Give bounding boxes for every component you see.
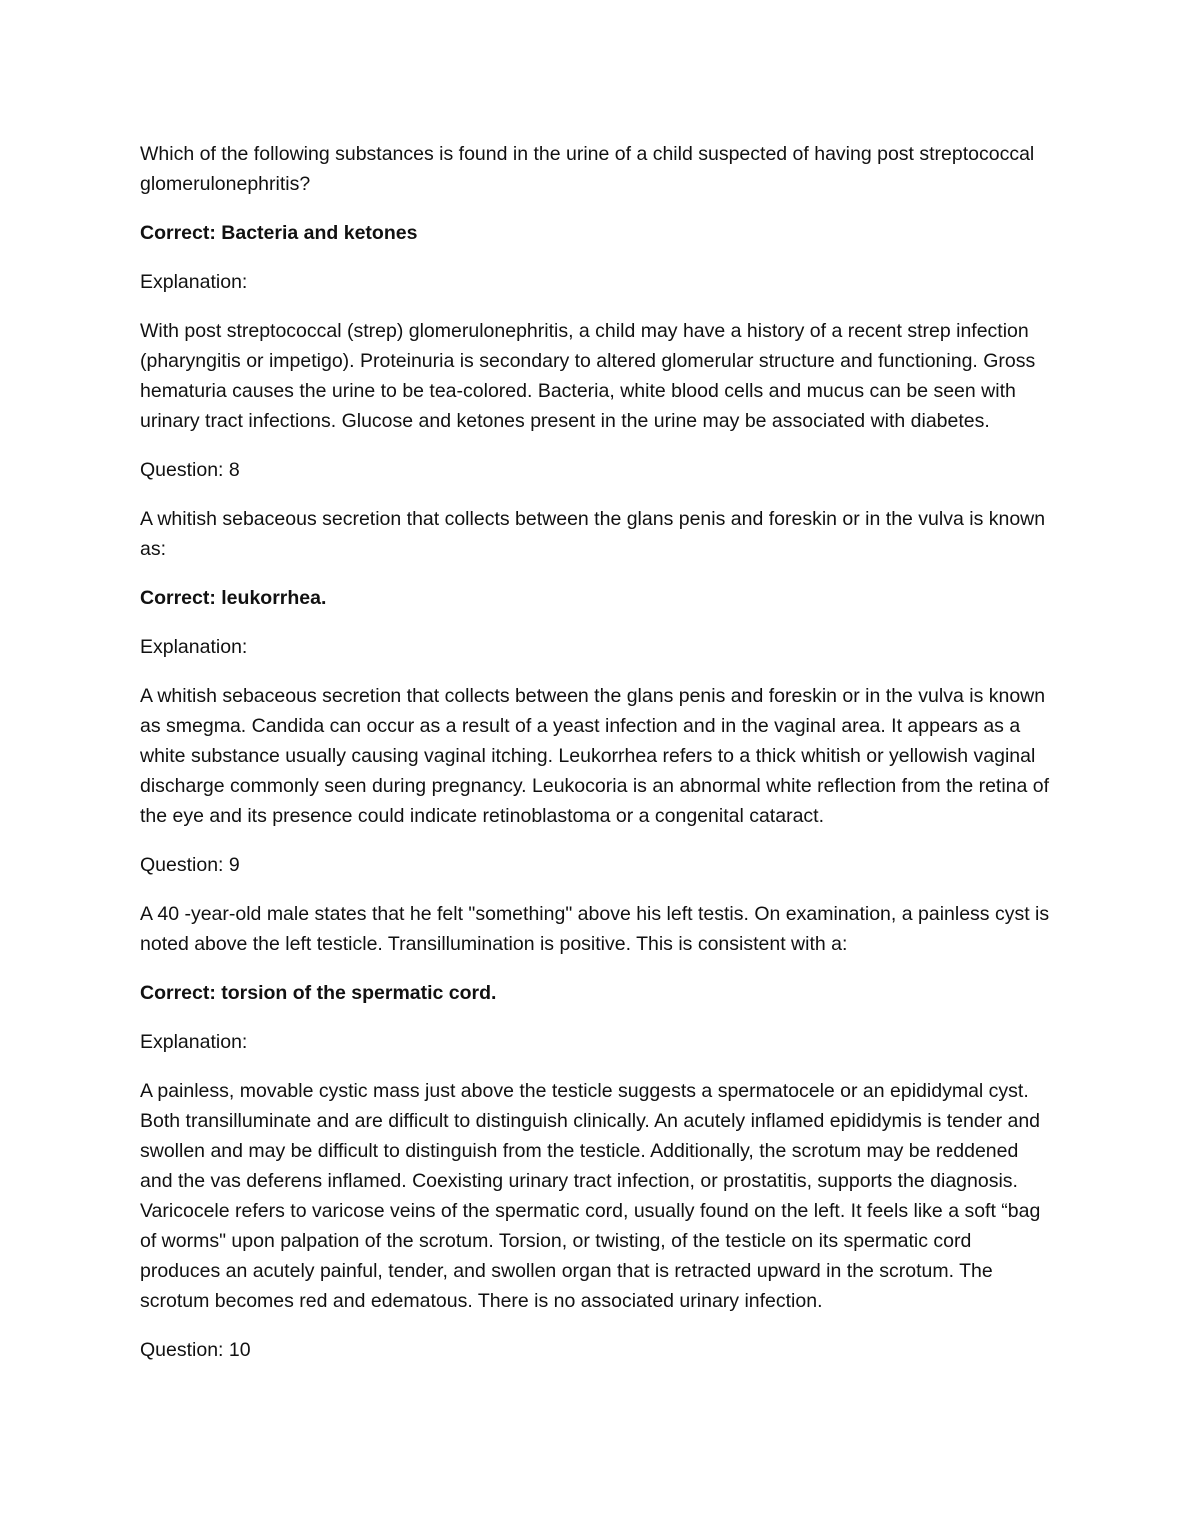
question-number: Question: 8 [140,459,240,481]
question-text: Which of the following substances is found in the urine of a child suspected of having post streptococcal glomerulonephritis? [140,143,1035,195]
explanation-label: Explanation: [140,636,248,658]
explanation-text: A whitish sebaceous secretion that collects between the glans penis and foreskin or in the vulva is known as smegma. Candida can occur as a result of a yeast infection and in the vaginal area. It appears as a white substance usually causing vaginal itching. Leukorrhea refers to a thick whitish or yellowish vaginal discharge commonly seen during pregnancy. Leukocoria is an abnormal white reflection from the retina of the eye and its presence could indicate retinoblastoma or a congenital cataract. [140,685,1050,827]
question-number: Question: 10 [140,1339,251,1361]
document-page [140,139,1055,1384]
correct-answer: Correct: torsion of the spermatic cord. [140,982,497,1004]
explanation-text: A painless, movable cystic mass just above the testicle suggests a spermatocele or an epididymal cyst. Both transilluminate and are difficult to distinguish clinically. An acutely inflamed epididymis is tender and swollen and may be difficult to distinguish from the testicle. Additionally, the scrotum may be reddened and the vas deferens inflamed. Coexisting urinary tract infection, or prostatitis, supports the diagnosis. Varicocele refers to varicose veins of the spermatic cord, usually found on the left. It feels like a soft “bag of worms" upon palpation of the scrotum. Torsion, or twisting, of the testicle on its spermatic cord produces an acutely painful, tender, and swollen organ that is retracted upward in the scrotum. The scrotum becomes red and edematous. There is no associated urinary infection. [140,1080,1041,1312]
explanation-label: Explanation: [140,271,248,293]
question-number: Question: 9 [140,854,240,876]
question-text: A whitish sebaceous secretion that collects between the glans penis and foreskin or in the vulva is known as: [140,508,1046,560]
correct-answer: Correct: Bacteria and ketones [140,222,418,244]
explanation-label: Explanation: [140,1031,248,1053]
question-text: A 40 -year-old male states that he felt "something" above his left testis. On examination, a painless cyst is noted above the left testicle. Transillumination is positive. This is consistent with a: [140,903,1050,955]
correct-answer: Correct: leukorrhea. [140,587,327,609]
explanation-text: With post streptococcal (strep) glomerulonephritis, a child may have a history of a recent strep infection (pharyngitis or impetigo). Proteinuria is secondary to altered glomerular structure and functioning. Gross hematuria causes the urine to be tea-colored. Bacteria, white blood cells and mucus can be seen with urinary tract infections. Glucose and ketones present in the urine may be associated with diabetes. [140,320,1036,432]
